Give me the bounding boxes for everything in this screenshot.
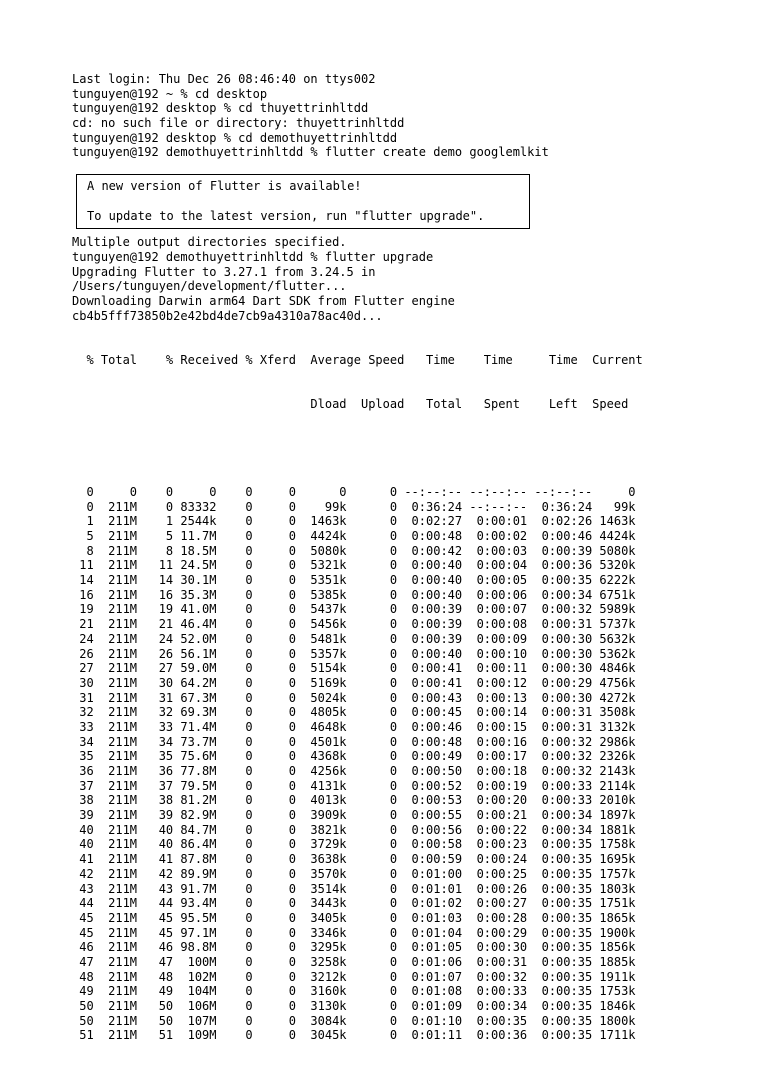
output-line-engine-hash: cb4b5fff73850b2e42bd4de7cb9a4310a78ac40d... — [72, 308, 383, 323]
curl-progress-row: 50 211M 50 107M 0 0 3084k 0 0:01:10 0:00:35 0:00:35 1800k — [72, 1013, 636, 1028]
terminal-output — [72, 72, 752, 1072]
curl-progress-row: 43 211M 43 91.7M 0 0 3514k 0 0:01:01 0:00:26 0:00:35 1803k — [72, 881, 636, 896]
session-line-flutter-create: tunguyen@192 demothuyettrinhltdd % flutter create demo googlemlkit — [72, 145, 549, 160]
session-line-cd-thuyettrinh: tunguyen@192 desktop % cd thuyettrinhltdd — [72, 101, 369, 116]
session-line-cd-desktop: tunguyen@192 ~ % cd desktop — [72, 86, 268, 101]
curl-progress-row: 31 211M 31 67.3M 0 0 5024k 0 0:00:43 0:00:13 0:00:30 4272k — [72, 690, 636, 705]
curl-progress-row: 33 211M 33 71.4M 0 0 4648k 0 0:00:46 0:00:15 0:00:31 3132k — [72, 719, 636, 734]
curl-progress-row: 0 0 0 0 0 0 0 0 --:--:-- --:--:-- --:--:-- 0 — [72, 484, 636, 499]
curl-progress-row: 21 211M 21 46.4M 0 0 5456k 0 0:00:39 0:00:08 0:00:31 5737k — [72, 617, 636, 632]
curl-progress-row: 46 211M 46 98.8M 0 0 3295k 0 0:01:05 0:00:30 0:00:35 1856k — [72, 940, 636, 955]
curl-progress-row: 35 211M 35 75.6M 0 0 4368k 0 0:00:49 0:00:17 0:00:32 2326k — [72, 749, 636, 764]
curl-progress-row: 41 211M 41 87.8M 0 0 3638k 0 0:00:59 0:00:24 0:00:35 1695k — [72, 852, 636, 867]
curl-progress-row: 5 211M 5 11.7M 0 0 4424k 0 0:00:48 0:00:02 0:00:46 4424k — [72, 529, 636, 543]
curl-progress-row: 42 211M 42 89.9M 0 0 3570k 0 0:01:00 0:00:25 0:00:35 1757k — [72, 866, 636, 881]
output-line-multiple-dirs: Multiple output directories specified. — [72, 235, 347, 250]
curl-progress-row: 40 211M 40 84.7M 0 0 3821k 0 0:00:56 0:00:22 0:00:34 1881k — [72, 822, 636, 837]
curl-progress-row: 47 211M 47 100M 0 0 3258k 0 0:01:06 0:00:31 0:00:35 1885k — [72, 954, 636, 969]
session-line-cd-demo: tunguyen@192 desktop % cd demothuyettrinhltdd — [72, 130, 398, 145]
curl-progress-row: 27 211M 27 59.0M 0 0 5154k 0 0:00:41 0:00:11 0:00:30 4846k — [72, 661, 636, 676]
curl-progress-row: 38 211M 38 81.2M 0 0 4013k 0 0:00:53 0:00:20 0:00:33 2010k — [72, 793, 636, 808]
curl-progress-row: 19 211M 19 41.0M 0 0 5437k 0 0:00:39 0:00:07 0:00:32 5989k — [72, 602, 636, 617]
curl-progress-row: 40 211M 40 86.4M 0 0 3729k 0 0:00:58 0:00:23 0:00:35 1758k — [72, 837, 636, 852]
curl-progress-row: 16 211M 16 35.3M 0 0 5385k 0 0:00:40 0:00:06 0:00:34 6751k — [72, 587, 636, 602]
curl-progress-row: 11 211M 11 24.5M 0 0 5321k 0 0:00:40 0:00:04 0:00:36 5320k — [72, 558, 636, 573]
output-line-downloading-sdk: Downloading Darwin arm64 Dart SDK from Flutter engine — [72, 293, 455, 308]
curl-progress-row: 45 211M 45 97.1M 0 0 3346k 0 0:01:04 0:00:29 0:00:35 1900k — [72, 925, 636, 940]
curl-progress-row: 32 211M 32 69.3M 0 0 4805k 0 0:00:45 0:00:14 0:00:31 3508k — [72, 705, 636, 720]
curl-blank-row — [72, 441, 752, 456]
curl-progress-row: 34 211M 34 73.7M 0 0 4501k 0 0:00:48 0:00:16 0:00:32 2986k — [72, 734, 636, 749]
curl-progress-row: 26 211M 26 56.1M 0 0 5357k 0 0:00:40 0:00:10 0:00:30 5362k — [72, 646, 636, 661]
curl-progress-row: 30 211M 30 64.2M 0 0 5169k 0 0:00:41 0:00:12 0:00:29 4756k — [72, 675, 636, 690]
curl-progress-row: 51 211M 51 109M 0 0 3045k 0 0:01:11 0:00:36 0:00:35 1711k — [72, 1028, 636, 1043]
curl-progress-row: 1 211M 1 2544k 0 0 1463k 0 0:02:27 0:00:01 0:02:26 1463k — [72, 514, 636, 529]
curl-progress-row: 36 211M 36 77.8M 0 0 4256k 0 0:00:50 0:00:18 0:00:32 2143k — [72, 764, 636, 778]
output-line-upgrading: Upgrading Flutter to 3.27.1 from 3.24.5 in — [72, 264, 376, 279]
flutter-update-notice — [76, 174, 530, 229]
curl-progress-row: 39 211M 39 82.9M 0 0 3909k 0 0:00:55 0:00:21 0:00:34 1897k — [72, 808, 636, 823]
session-line-last-login: Last login: Thu Dec 26 08:46:40 on ttys002 — [72, 72, 376, 86]
notice-line-update-instruction: To update to the latest version, run "flutter upgrade". — [87, 209, 485, 224]
curl-progress-row: 48 211M 48 102M 0 0 3212k 0 0:01:07 0:00:32 0:00:35 1911k — [72, 969, 636, 984]
curl-progress-row: 8 211M 8 18.5M 0 0 5080k 0 0:00:42 0:00:03 0:00:39 5080k — [72, 543, 636, 558]
session-line-flutter-upgrade: tunguyen@192 demothuyettrinhltdd % flutter upgrade — [72, 249, 434, 264]
notice-spacer — [87, 194, 519, 209]
curl-progress-row: 0 211M 0 83332 0 0 99k 0 0:36:24 --:--:-- 0:36:24 99k — [72, 499, 636, 514]
curl-progress-row: 37 211M 37 79.5M 0 0 4131k 0 0:00:52 0:00:19 0:00:33 2114k — [72, 778, 636, 793]
curl-header-row: % Total % Received % Xferd Average Speed Time Time Time Current — [72, 352, 643, 367]
curl-header-row: Dload Upload Total Spent Left Speed — [72, 396, 629, 411]
curl-progress-row: 49 211M 49 104M 0 0 3160k 0 0:01:08 0:00:33 0:00:35 1753k — [72, 984, 636, 999]
curl-progress-table — [72, 323, 752, 1072]
notice-line-new-version: A new version of Flutter is available! — [87, 179, 362, 194]
output-line-flutter-path: /Users/tunguyen/development/flutter... — [72, 279, 347, 294]
curl-progress-row: 50 211M 50 106M 0 0 3130k 0 0:01:09 0:00:34 0:00:35 1846k — [72, 999, 636, 1013]
curl-rows — [72, 485, 752, 1043]
curl-progress-row: 45 211M 45 95.5M 0 0 3405k 0 0:01:03 0:00:28 0:00:35 1865k — [72, 910, 636, 925]
curl-progress-row: 44 211M 44 93.4M 0 0 3443k 0 0:01:02 0:00:27 0:00:35 1751k — [72, 896, 636, 911]
curl-progress-row: 24 211M 24 52.0M 0 0 5481k 0 0:00:39 0:00:09 0:00:30 5632k — [72, 631, 636, 646]
curl-progress-row: 14 211M 14 30.1M 0 0 5351k 0 0:00:40 0:00:05 0:00:35 6222k — [72, 573, 636, 588]
session-line-cd-error: cd: no such file or directory: thuyettrinhltdd — [72, 116, 405, 131]
